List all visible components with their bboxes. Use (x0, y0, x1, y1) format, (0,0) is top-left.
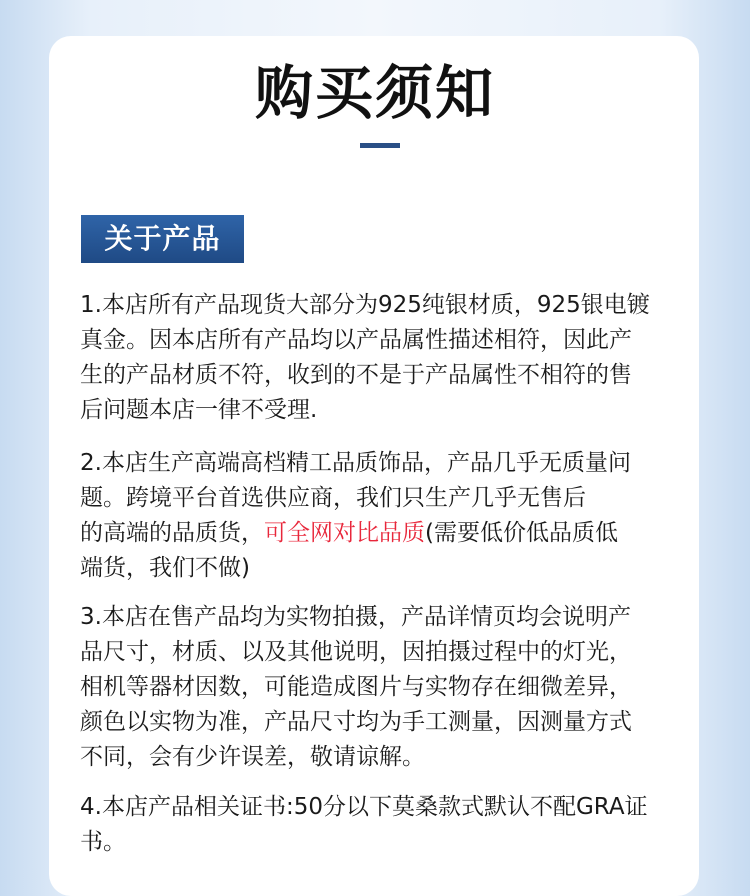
title-underline (360, 143, 400, 148)
notice-2-line: 题。跨境平台首选供应商，我们只生产几乎无售后 (80, 485, 586, 511)
notice-1-line: 真金。因本店所有产品均以产品属性描述相符，因此产 (80, 327, 632, 353)
notice-1-line: 生的产品材质不符，收到的不是于产品属性不相符的售 (80, 362, 632, 388)
notice-4-line: 书。 (80, 829, 126, 855)
notice-4-line: 4.本店产品相关证书:50分以下莫桑款式默认不配GRA证 (80, 794, 648, 820)
notice-2-line: 2.本店生产高端高档精工品质饰品，产品几乎无质量问 (80, 450, 631, 476)
notice-2 (80, 446, 680, 586)
notice-1-line: 后问题本店一律不受理. (80, 397, 318, 423)
notice-3-line: 品尺寸，材质、以及其他说明，因拍摄过程中的灯光， (80, 639, 632, 665)
notice-2-text: 的高端的品质货， (80, 520, 264, 546)
notice-3-line: 相机等器材因数，可能造成图片与实物存在细微差异， (80, 674, 632, 700)
notice-4 (80, 790, 680, 860)
quality-highlight: 可全网对比品质 (264, 520, 425, 546)
notice-1-line: 1.本店所有产品现货大部分为925纯银材质，925银电镀 (80, 292, 650, 318)
notice-3-line: 不同，会有少许误差，敬请谅解。 (80, 744, 425, 770)
notice-1 (80, 288, 680, 428)
section-heading-about-products: 关于产品 (81, 215, 244, 263)
notice-2-text: (需要低价低品质低 (425, 520, 618, 546)
notice-3-line: 颜色以实物为准，产品尺寸均为手工测量，因测量方式 (80, 709, 632, 735)
notice-3 (80, 600, 680, 775)
notice-2-line (80, 516, 680, 551)
page-title: 购买须知 (254, 59, 495, 127)
notice-3-line: 3.本店在售产品均为实物拍摄，产品详情页均会说明产 (80, 604, 631, 630)
notice-2-line: 端货，我们不做) (80, 555, 250, 581)
